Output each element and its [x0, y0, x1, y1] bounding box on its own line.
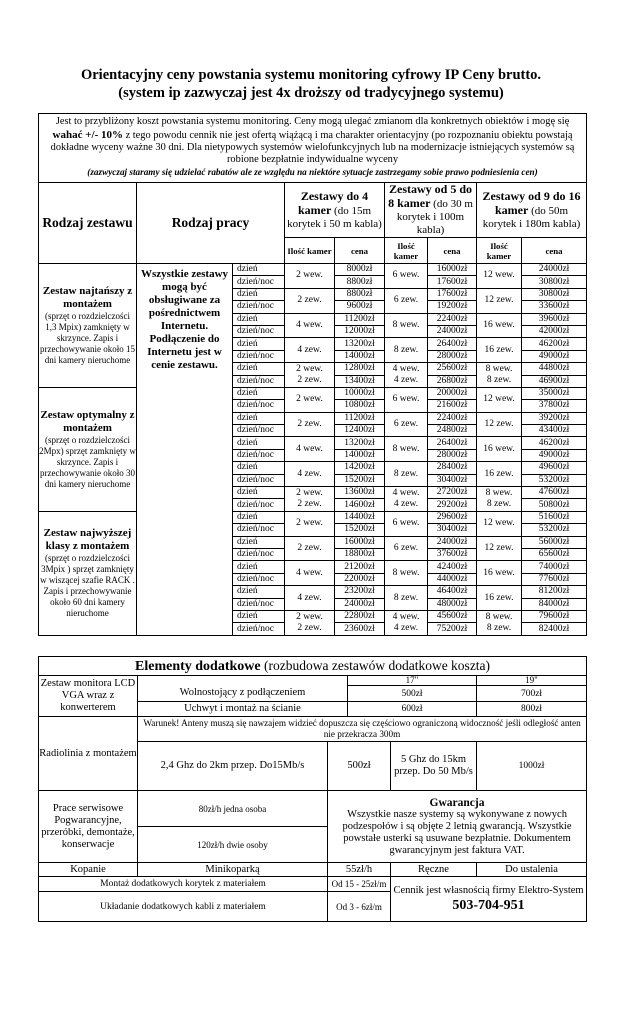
camera-count: 8 wew. 8 zew. [477, 487, 522, 512]
price: 44800zł [522, 363, 587, 375]
owner-note: Cennik jest własnością firmy Elektro-System [393, 884, 584, 896]
price: 24800zł [428, 425, 477, 437]
owner-box [391, 877, 587, 922]
price: 13600zł [335, 487, 385, 499]
price: 9600zł [335, 301, 385, 313]
shift-day: dzień [233, 313, 285, 325]
camera-count: 6 zew. [385, 412, 428, 437]
price: 65600zł [522, 548, 587, 560]
owner-phone: 503-704-951 [452, 897, 525, 913]
price: 28400zł [428, 462, 477, 474]
price: 24000zł [428, 536, 477, 548]
shift-day: dzień [233, 412, 285, 424]
price: 8000zł [335, 264, 385, 276]
camera-count: 2 wew. [285, 511, 335, 536]
header-ilosc: Ilość kamer [285, 238, 335, 264]
camera-count: 4 zew. [285, 462, 335, 487]
price: 30800zł [522, 276, 587, 288]
price: 29200zł [428, 499, 477, 511]
camera-count: 4 wew. 4 zew. [385, 610, 428, 635]
price: 53200zł [522, 474, 587, 486]
price-disclaimer: (zazwyczaj staramy się udzielać rabatów ale ze względu na niektóre sytuacje zastrzegamy sobie prawo podniesienia cen) [87, 167, 538, 178]
price: 14400zł [335, 511, 385, 523]
kit-name: Zestaw najtańszy z montażem [42, 284, 133, 310]
monitor-size-19: 19" [477, 676, 587, 686]
price: 11200zł [335, 313, 385, 325]
shift-day-night: dzień/noc [233, 499, 285, 511]
price-row [39, 264, 587, 276]
price: 12800zł [335, 363, 385, 375]
price: 8800zł [335, 276, 385, 288]
header-cena: cena [428, 238, 477, 264]
price: 14000zł [335, 350, 385, 362]
service-rate-one-person: 80zł/h jedna osoba [138, 791, 328, 827]
price: 18800zł [335, 548, 385, 560]
price: 75200zł [428, 623, 477, 635]
shift-day-night: dzień/noc [233, 548, 285, 560]
price: 24000zł [522, 264, 587, 276]
shift-day: dzień [233, 610, 285, 622]
price: 74000zł [522, 561, 587, 573]
kit-name: Zestaw najwyższej klasy z montażem [43, 527, 132, 553]
price: 42000zł [522, 325, 587, 337]
camera-count: 12 wew. [477, 511, 522, 536]
price: 28000zł [428, 350, 477, 362]
price: 17600zł [428, 276, 477, 288]
price: 42400zł [428, 561, 477, 573]
radio-option-5ghz: 5 Ghz do 15km przep. Do 50 Mb/s [391, 742, 477, 791]
camera-count: 4 wew. [285, 561, 335, 586]
title-line-1: Orientacyjny ceny powstania systemu monitoring cyfrowy IP Ceny brutto. [80, 67, 542, 83]
camera-count: 16 wew. [477, 313, 522, 338]
price: 16000zł [335, 536, 385, 548]
header-cena: cena [522, 238, 587, 264]
camera-count: 4 wew. [285, 313, 335, 338]
radio-option-24ghz: 2,4 Ghz do 2km przep. Do15Mb/s [138, 742, 328, 791]
price: 49000zł [522, 350, 587, 362]
kit-details: (sprzęt o rozdzielczości 2Mpx) sprzęt zamknięty w skrzynce. Zapis i przechowywanie około 30 dni kamery nieruchome [39, 434, 136, 489]
price: 24000zł [428, 325, 477, 337]
price: 12400zł [335, 425, 385, 437]
camera-count: 8 wew. 8 zew. [477, 610, 522, 635]
price: 26800zł [428, 375, 477, 387]
price: 51600zł [522, 511, 587, 523]
price: 49000zł [522, 449, 587, 461]
price: 46400zł [428, 586, 477, 598]
camera-count: 8 wew. [385, 437, 428, 462]
intro-note: Jest to przybliżony koszt powstania systemu monitoring. Ceny mogą ulegać zmianom dla konkretnych obiektów i mogę się wahać +/- 10% z tego powodu cennik nie jest ofertą wiążącą i ma charakter orientacyjny (po rozpoznaniu obiektu powstają dokładne wyceny ważne 30 dni. Dla nietypowych systemów wielofunkcyjnych lub na modernizacje istniejących systemów są robione bezpłatnie indywidualne wyceny (zazwyczaj staramy się udzielać rabatów ale ze względu na niektóre sytuacje zastrzegamy sobie prawo podniesienia cen) [39, 114, 587, 183]
price: 30400zł [428, 474, 477, 486]
shift-day: dzień [233, 462, 285, 474]
warranty-title: Gwarancja [429, 796, 485, 809]
camera-count: 8 wew. [385, 313, 428, 338]
monitor-option-wall: Uchwyt i montaż na ścianie [138, 702, 348, 717]
camera-count: 4 zew. [285, 586, 335, 611]
price: 19200zł [428, 301, 477, 313]
price: 23600zł [335, 623, 385, 635]
shift-day-night: dzień/noc [233, 524, 285, 536]
monitor-wall-price-17: 600zł [348, 702, 477, 717]
price: 20000zł [428, 387, 477, 399]
price: 23200zł [335, 586, 385, 598]
price-row [39, 511, 587, 523]
camera-count: 8 zew. [385, 586, 428, 611]
price: 77600zł [522, 573, 587, 585]
radio-warning: Warunek! Anteny muszą się nawzajem widzieć dopuszcza się częściowo ograniczoną widoczność jeśli odległość anten nie przekracza 300m [138, 717, 587, 742]
monitor-option-standalone: Wolnostojący z podłączeniem [138, 686, 348, 702]
header-ilosc: Ilość kamer [477, 238, 522, 264]
price: 46900zł [522, 375, 587, 387]
price: 13200zł [335, 338, 385, 350]
price: 15200zł [335, 474, 385, 486]
price: 21200zł [335, 561, 385, 573]
radio-label: Radiolinia z montażem [39, 717, 138, 791]
price: 17600zł [428, 288, 477, 300]
page-title [0, 66, 622, 102]
header-zestaw-8: Zestawy od 5 do 8 kamer (do 30 m korytek i 100m kabla) [385, 183, 477, 238]
price: 28000zł [428, 449, 477, 461]
camera-count: 2 wew. 2 zew. [285, 610, 335, 635]
digging-manual-price: Do ustalenia [477, 863, 587, 877]
price: 81200zł [522, 586, 587, 598]
camera-count: 16 zew. [477, 338, 522, 363]
price: 53200zł [522, 524, 587, 536]
price: 56000zł [522, 536, 587, 548]
extras-heading: Elementy dodatkowe (rozbudowa zestawów dodatkowe koszta) [39, 657, 587, 676]
price: 14000zł [335, 449, 385, 461]
camera-count: 2 wew. 2 zew. [285, 363, 335, 388]
shift-day: dzień [233, 387, 285, 399]
price: 37600zł [428, 548, 477, 560]
camera-count: 6 zew. [385, 536, 428, 561]
camera-count: 2 wew. [285, 264, 335, 289]
shift-day: dzień [233, 288, 285, 300]
shift-day: dzień [233, 511, 285, 523]
price: 29600zł [428, 511, 477, 523]
camera-count: 12 wew. [477, 264, 522, 289]
price: 10000zł [335, 387, 385, 399]
price-table [38, 113, 587, 636]
header-zestaw-16: Zestawy od 9 do 16 kamer (do 50m korytek i 180m kabla) [477, 183, 587, 238]
price: 39200zł [522, 412, 587, 424]
shift-day: dzień [233, 487, 285, 499]
radio-option-24ghz-price: 500zł [328, 742, 391, 791]
camera-count: 16 zew. [477, 462, 522, 487]
camera-count: 6 wew. [385, 387, 428, 412]
price: 14200zł [335, 462, 385, 474]
price: 82400zł [522, 623, 587, 635]
price: 26400zł [428, 437, 477, 449]
camera-count: 16 zew. [477, 586, 522, 611]
digging-manual: Ręczne [391, 863, 477, 877]
monitor-label: Zestaw monitora LCD VGA wraz z konwerterem [39, 676, 138, 717]
camera-count: 4 wew. [285, 437, 335, 462]
price-row [39, 387, 587, 399]
price: 26400zł [428, 338, 477, 350]
price: 30400zł [428, 524, 477, 536]
camera-count: 6 wew. [385, 511, 428, 536]
camera-count: 2 zew. [285, 536, 335, 561]
camera-count: 8 wew. [385, 561, 428, 586]
kit-details: (sprzęt o rozdzielczości 1,3 Mpix) zamknięty w skrzynce. Zapis i przechowywanie około 15 dni kamery nieruchome [40, 310, 135, 365]
extras-table [38, 656, 587, 922]
camera-count: 6 zew. [385, 288, 428, 313]
price: 10800zł [335, 400, 385, 412]
shift-day-night: dzień/noc [233, 474, 285, 486]
kit-description [39, 387, 137, 511]
monitor-standalone-price-19: 700zł [477, 686, 587, 702]
camera-count: 12 zew. [477, 288, 522, 313]
price: 33600zł [522, 301, 587, 313]
camera-count: 12 zew. [477, 412, 522, 437]
camera-count: 2 wew. [285, 387, 335, 412]
shift-day-night: dzień/noc [233, 449, 285, 461]
price: 24000zł [335, 598, 385, 610]
shift-day-night: dzień/noc [233, 623, 285, 635]
monitor-standalone-price-17: 500zł [348, 686, 477, 702]
price: 43400zł [522, 425, 587, 437]
work-type-note: Wszystkie zestawy mogą być obsługiwane za pośrednictwem Internetu. Podłączenie do Internetu jest w cenie zestawu. [137, 264, 233, 636]
kit-description [39, 511, 137, 635]
camera-count: 16 wew. [477, 437, 522, 462]
trays-price: Od 15 - 25zł/m [328, 877, 391, 892]
price: 13400zł [335, 375, 385, 387]
price: 39600zł [522, 313, 587, 325]
camera-count: 6 wew. [385, 264, 428, 289]
cables-price: Od 3 - 6zł/m [328, 892, 391, 922]
price: 27200zł [428, 487, 477, 499]
shift-day-night: dzień/noc [233, 350, 285, 362]
shift-day-night: dzień/noc [233, 375, 285, 387]
price: 50800zł [522, 499, 587, 511]
price: 48000zł [428, 598, 477, 610]
service-label: Prace serwisowe Pogwarancyjne, przeróbki, demontaże, konserwacje [39, 791, 138, 863]
camera-count: 12 zew. [477, 536, 522, 561]
cables-label: Układanie dodatkowych kabli z materiałem [39, 892, 328, 922]
price: 21600zł [428, 400, 477, 412]
camera-count: 8 wew. 8 zew. [477, 363, 522, 388]
header-ilosc: Ilość kamer [385, 238, 428, 264]
price: 30800zł [522, 288, 587, 300]
camera-count: 8 zew. [385, 338, 428, 363]
price: 49600zł [522, 462, 587, 474]
shift-day-night: dzień/noc [233, 276, 285, 288]
service-rate-two-persons: 120zł/h dwie osoby [138, 827, 328, 863]
shift-day: dzień [233, 264, 285, 276]
header-rodzaj-zestawu: Rodzaj zestawu [39, 183, 137, 264]
camera-count: 4 wew. 4 zew. [385, 487, 428, 512]
digging-machine-rate: 55zł/h [328, 863, 391, 877]
price: 84000zł [522, 598, 587, 610]
price: 37800zł [522, 400, 587, 412]
shift-day: dzień [233, 561, 285, 573]
price: 16000zł [428, 264, 477, 276]
price: 45600zł [428, 610, 477, 622]
shift-day-night: dzień/noc [233, 301, 285, 313]
trays-label: Montaż dodatkowych korytek z materiałem [39, 877, 328, 892]
price: 8800zł [335, 288, 385, 300]
header-cena: cena [335, 238, 385, 264]
camera-count: 2 zew. [285, 288, 335, 313]
price: 44000zł [428, 573, 477, 585]
shift-day-night: dzień/noc [233, 425, 285, 437]
price: 15200zł [335, 524, 385, 536]
price: 22400zł [428, 313, 477, 325]
camera-count: 2 zew. [285, 412, 335, 437]
shift-day: dzień [233, 363, 285, 375]
price: 22400zł [428, 412, 477, 424]
price: 12000zł [335, 325, 385, 337]
price: 14600zł [335, 499, 385, 511]
kit-details: (sprzęt o rozdzielczości 3Mpix ) sprzęt zamknięty w wiszącej szafie RACK . Zapis i przechowywanie około 60 dni kamery nieruchome [40, 553, 135, 619]
price: 35000zł [522, 387, 587, 399]
warranty-text: Wszystkie nasze systemy są wykonywane z nowych podzespołów i są objęte 2 letnią gwarancją. Wszystkie powstałe usterki są usuwane bezpłatnie. Dokumentem gwarancyjnym jest faktura VAT. [342, 808, 572, 856]
price: 47600zł [522, 487, 587, 499]
radio-option-5ghz-price: 1000zł [477, 742, 587, 791]
header-zestaw-4: Zestawy do 4 kamer (do 15m korytek i 50 m kabla) [285, 183, 385, 238]
price: 46200zł [522, 338, 587, 350]
header-rodzaj-pracy: Rodzaj pracy [137, 183, 285, 264]
shift-day-night: dzień/noc [233, 573, 285, 585]
price: 25600zł [428, 363, 477, 375]
camera-count: 2 wew. 2 zew. [285, 487, 335, 512]
price: 46200zł [522, 437, 587, 449]
price: 22000zł [335, 573, 385, 585]
price: 22800zł [335, 610, 385, 622]
camera-count: 12 wew. [477, 387, 522, 412]
price: 79600zł [522, 610, 587, 622]
shift-day-night: dzień/noc [233, 598, 285, 610]
shift-day: dzień [233, 536, 285, 548]
kit-name: Zestaw optymalny z montażem [40, 408, 135, 434]
warranty-box [328, 791, 587, 863]
camera-count: 4 zew. [285, 338, 335, 363]
shift-day-night: dzień/noc [233, 400, 285, 412]
digging-machine: Minikoparką [138, 863, 328, 877]
price: 11200zł [335, 412, 385, 424]
monitor-wall-price-19: 800zł [477, 702, 587, 717]
camera-count: 8 zew. [385, 462, 428, 487]
camera-count: 16 wew. [477, 561, 522, 586]
digging-label: Kopanie [39, 863, 138, 877]
shift-day-night: dzień/noc [233, 325, 285, 337]
shift-day: dzień [233, 338, 285, 350]
shift-day: dzień [233, 586, 285, 598]
monitor-size-17: 17" [348, 676, 477, 686]
camera-count: 4 wew. 4 zew. [385, 363, 428, 388]
title-line-2: (system ip zazwyczaj jest 4x droższy od tradycyjnego systemu) [118, 85, 504, 101]
kit-description [39, 264, 137, 388]
price: 13200zł [335, 437, 385, 449]
shift-day: dzień [233, 437, 285, 449]
